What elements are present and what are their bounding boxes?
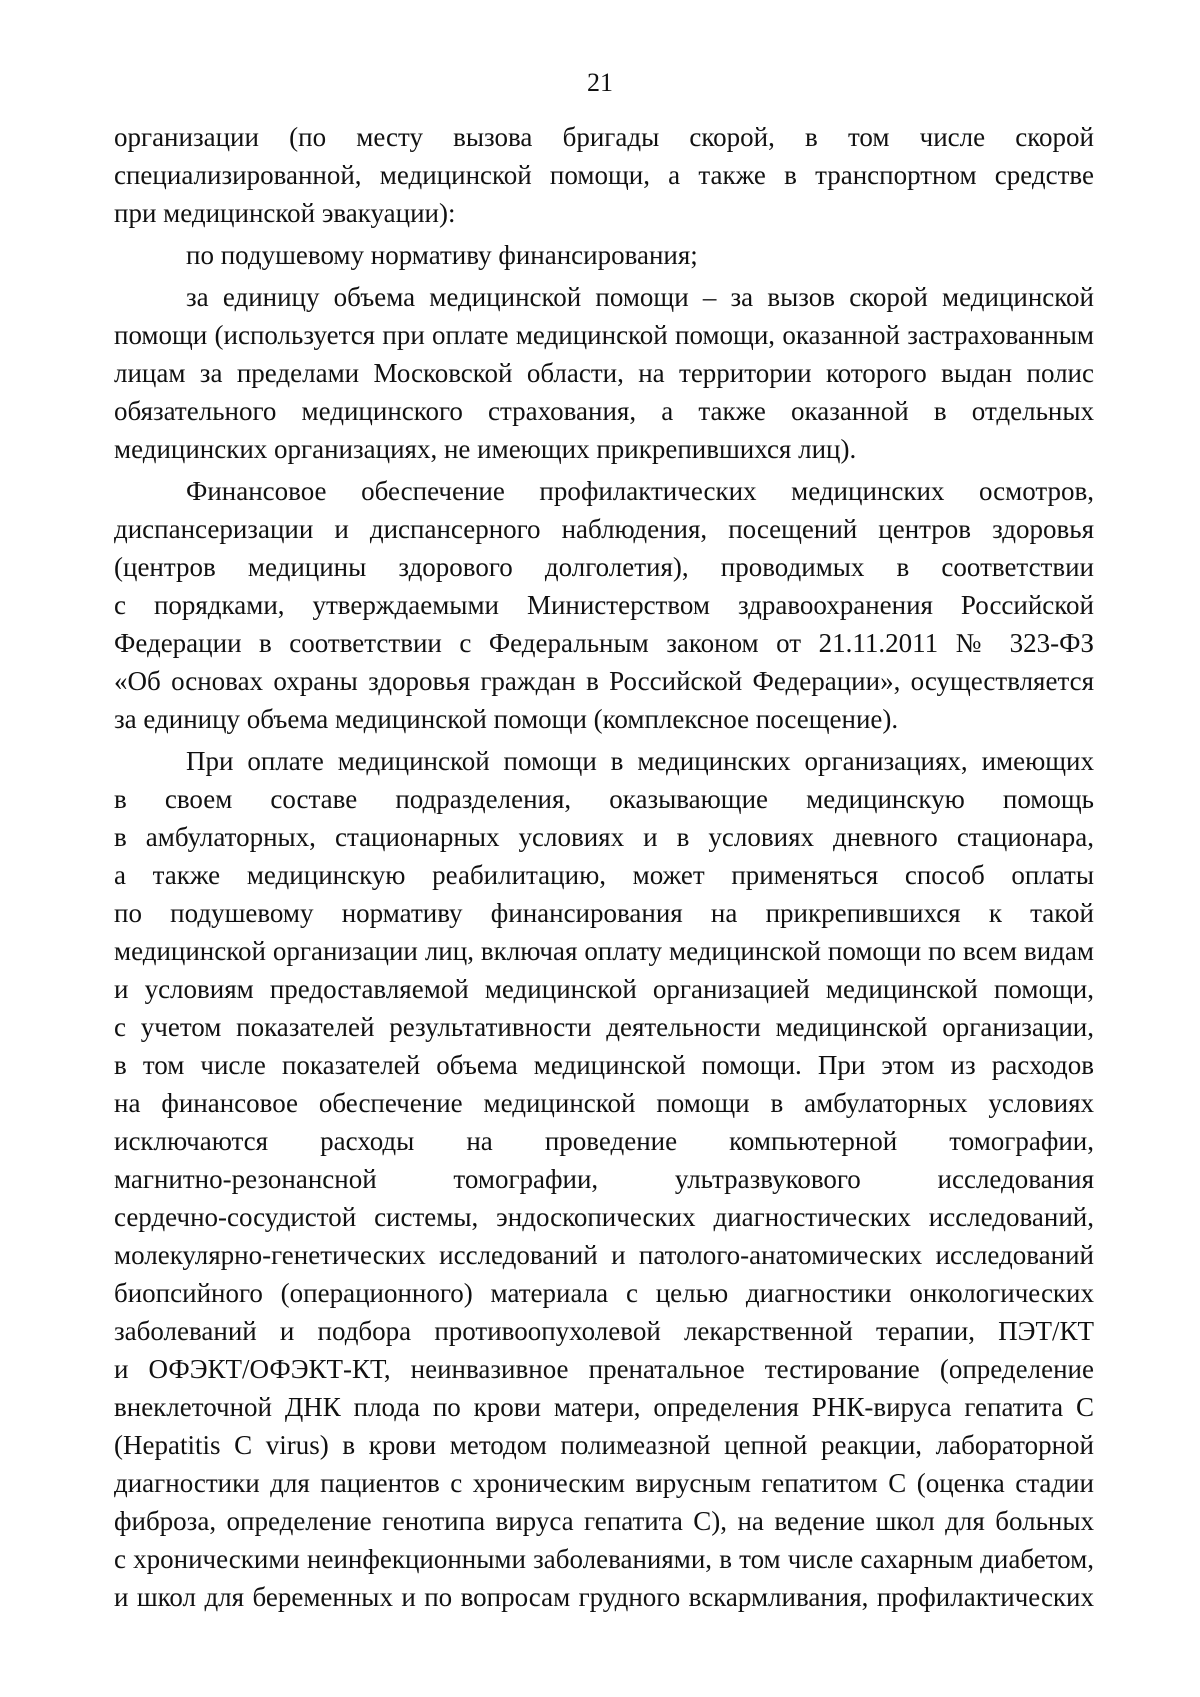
text-line: и ОФЭКТ/ОФЭКТ-КТ, неинвазивное пренатальное тестирование (определение [114, 1354, 1094, 1384]
text-line: диагностики для пациентов с хроническим вирусным гепатитом С (оценка стадии [114, 1468, 1094, 1498]
text-line: в том числе показателей объема медицинской помощи. При этом из расходов [114, 1050, 1094, 1080]
text-line: в амбулаторных, стационарных условиях и в условиях дневного стационара, [114, 822, 1094, 852]
text-line: с учетом показателей результативности деятельности медицинской организации, [114, 1012, 1094, 1042]
text-line: в своем составе подразделения, оказывающие медицинскую помощь [114, 784, 1094, 814]
text-line: молекулярно-генетических исследований и патолого-анатомических исследований [114, 1240, 1094, 1270]
text-line: диспансеризации и диспансерного наблюдения, посещений центров здоровья [114, 514, 1094, 544]
text-line: Федерации в соответствии с Федеральным законом от 21.11.2011 № 323-ФЗ [114, 628, 1094, 658]
text-line: (Hepatitis C virus) в крови методом полимеазной цепной реакции, лабораторной [114, 1430, 1094, 1460]
text-line: лицам за пределами Московской области, на территории которого выдан полис [114, 358, 1094, 388]
text-line: внеклеточной ДНК плода по крови матери, определения РНК-вируса гепатита С [114, 1392, 1094, 1422]
text-line: и школ для беременных и по вопросам грудного вскармливания, профилактических [114, 1582, 1094, 1612]
text-line: а также медицинскую реабилитацию, может применяться способ оплаты [114, 860, 1094, 890]
text-line: по подушевому нормативу финансирования на прикрепившихся к такой [114, 898, 1094, 928]
text-line: по подушевому нормативу финансирования; [186, 240, 698, 270]
text-line: с хроническими неинфекционными заболеваниями, в том числе сахарным диабетом, [114, 1544, 1094, 1574]
text-line: медицинских организациях, не имеющих прикрепившихся лиц). [114, 434, 857, 464]
text-line: биопсийного (операционного) материала с целью диагностики онкологических [114, 1278, 1094, 1308]
text-line: за единицу объема медицинской помощи – за вызов скорой медицинской [186, 282, 1094, 312]
text-line: за единицу объема медицинской помощи (комплексное посещение). [114, 704, 899, 734]
body-text [114, 118, 1094, 1616]
text-line: с порядками, утверждаемыми Министерством здравоохранения Российской [114, 590, 1094, 620]
text-line: медицинской организации лиц, включая оплату медицинской помощи по всем видам [114, 936, 1094, 966]
page-number: 21 [587, 68, 613, 97]
text-line: исключаются расходы на проведение компьютерной томографии, [114, 1126, 1094, 1156]
text-line: организации (по месту вызова бригады скорой, в том числе скорой [114, 122, 1094, 152]
text-line: специализированной, медицинской помощи, а также в транспортном средстве [114, 160, 1094, 190]
text-line: (центров медицины здорового долголетия), проводимых в соответствии [114, 552, 1094, 582]
text-line: заболеваний и подбора противоопухолевой лекарственной терапии, ПЭТ/КТ [114, 1316, 1094, 1346]
text-line: При оплате медицинской помощи в медицинских организациях, имеющих [186, 746, 1094, 776]
text-line: при медицинской эвакуации): [114, 198, 456, 228]
text-line: помощи (используется при оплате медицинской помощи, оказанной застрахованным [114, 320, 1094, 350]
text-line: магнитно-резонансной томографии, ультразвукового исследования [114, 1164, 1094, 1194]
text-line: «Об основах охраны здоровья граждан в Российской Федерации», осуществляется [114, 666, 1094, 696]
text-line: обязательного медицинского страхования, а также оказанной в отдельных [114, 396, 1094, 426]
text-line: фиброза, определение генотипа вируса гепатита С), на ведение школ для больных [114, 1506, 1094, 1536]
text-line: Финансовое обеспечение профилактических медицинских осмотров, [186, 476, 1094, 506]
text-line: сердечно-сосудистой системы, эндоскопических диагностических исследований, [114, 1202, 1094, 1232]
text-line: и условиям предоставляемой медицинской организацией медицинской помощи, [114, 974, 1094, 1004]
text-line: на финансовое обеспечение медицинской помощи в амбулаторных условиях [114, 1088, 1094, 1118]
